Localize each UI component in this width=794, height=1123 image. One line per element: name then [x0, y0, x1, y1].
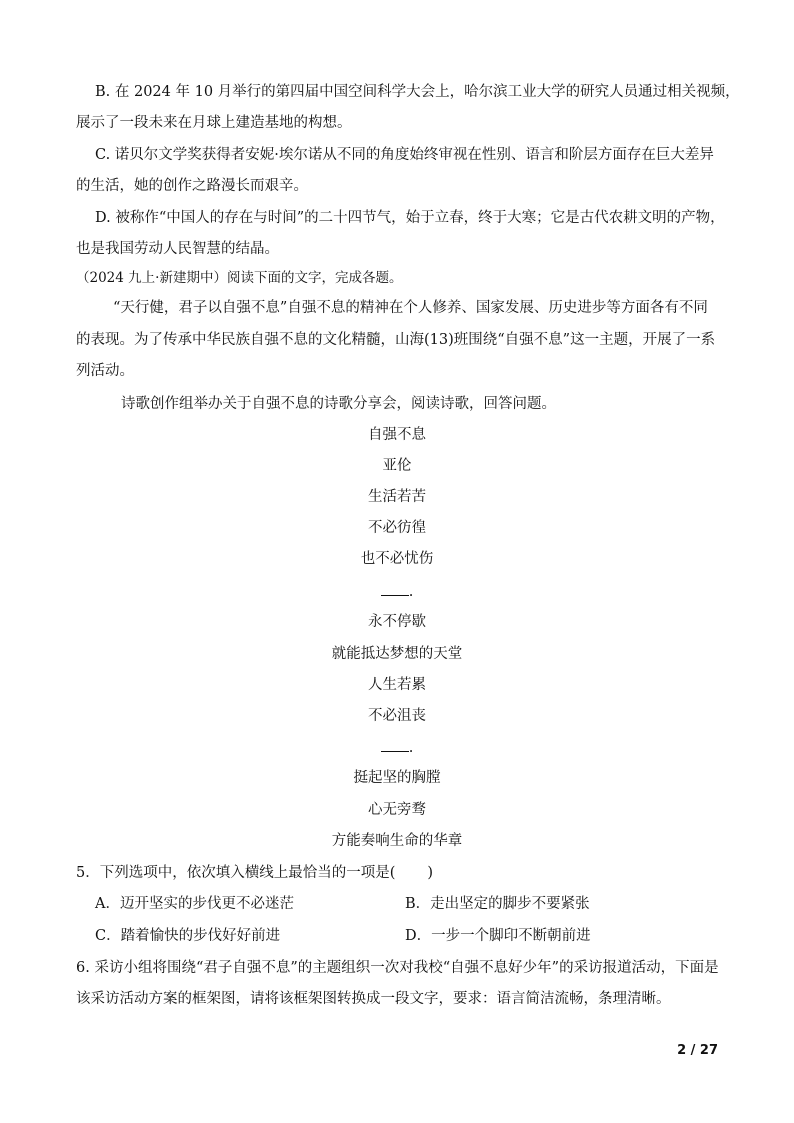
blank-suffix: .: [408, 584, 414, 600]
intro-line3: 列活动。: [76, 363, 134, 379]
question-5-stem: [76, 863, 433, 883]
fill-blank-2: [381, 738, 409, 752]
poem-line: 就能抵达梦想的天堂: [331, 646, 463, 662]
question-5-text: 5．下列选项中，依次填入横线上最恰当的一项是(: [76, 865, 396, 881]
question-source: （2024 九上·新建期中）阅读下面的文字，完成各题。: [76, 270, 403, 286]
poem-blank-line: [0, 582, 794, 602]
question-5-close: ): [427, 865, 434, 881]
option-b-line1: B. 在 2024 年 10 月举行的第四届中国空间科学大会上，哈尔滨工业大学的研究人员通过相关视频，: [95, 84, 740, 100]
page-number: 2 / 27: [677, 1043, 718, 1058]
q5-option-a: A．迈开坚实的步伐更不必迷茫: [95, 896, 294, 912]
option-d-line1: D. 被称作“中国人的存在与时间”的二十四节气，始于立春，终于大寒；它是古代农耕文明的产物，: [95, 210, 725, 226]
intro-line1: “天行健，君子以自强不息”自强不息的精神在个人修养、国家发展、历史进步等方面各有不同: [113, 300, 708, 316]
question-6-line2: 该采访活动方案的框架图，请将该框架图转换成一段文字，要求：语言简洁流畅，条理清晰。: [76, 991, 671, 1007]
question-6-line1: 6. 采访小组将围绕“君子自强不息”的主题组织一次对我校“自强不息好少年”的采访报道活动，下面是: [76, 960, 719, 976]
poem-line: 也不必忧伤: [360, 551, 434, 567]
q5-option-c: C．踏着愉快的步伐好好前进: [95, 928, 281, 944]
q5-option-d: D．一步一个脚印不断朝前进: [405, 928, 591, 944]
poem-line: 不必沮丧: [368, 708, 426, 724]
task-line: 诗歌创作组举办关于自强不息的诗歌分享会，阅读诗歌，回答问题。: [121, 396, 556, 412]
option-d-line2: 也是我国劳动人民智慧的结晶。: [76, 241, 279, 257]
poem-line: 心无旁骛: [368, 802, 426, 818]
q5-option-b: B．走出坚定的脚步不要紧张: [405, 896, 590, 912]
fill-blank-1: [381, 582, 409, 596]
poem-author: 亚伦: [382, 458, 412, 474]
poem-line: 永不停歇: [368, 614, 426, 630]
poem-blank-line: [0, 738, 794, 758]
poem-line: 人生若累: [368, 677, 426, 693]
poem-line: 生活若苦: [368, 489, 426, 505]
intro-line2: 的表现。为了传承中华民族自强不息的文化精髓，山海(13)班围绕“自强不息”这一主题，开展了一系: [76, 332, 716, 348]
option-c-line1: C. 诺贝尔文学奖获得者安妮·埃尔诺从不同的角度始终审视在性别、语言和阶层方面存在巨大差异: [95, 147, 714, 163]
poem-line: 挺起坚的胸膛: [353, 770, 441, 786]
poem-line: 不必彷徨: [368, 520, 426, 536]
blank-suffix: .: [408, 740, 414, 756]
option-b-line2: 展示了一段未来在月球上建造基地的构想。: [76, 115, 352, 131]
option-c-line2: 的生活，她的创作之路漫长而艰辛。: [76, 178, 308, 194]
poem-title: 自强不息: [368, 427, 426, 443]
poem-line: 方能奏响生命的华章: [331, 833, 463, 849]
